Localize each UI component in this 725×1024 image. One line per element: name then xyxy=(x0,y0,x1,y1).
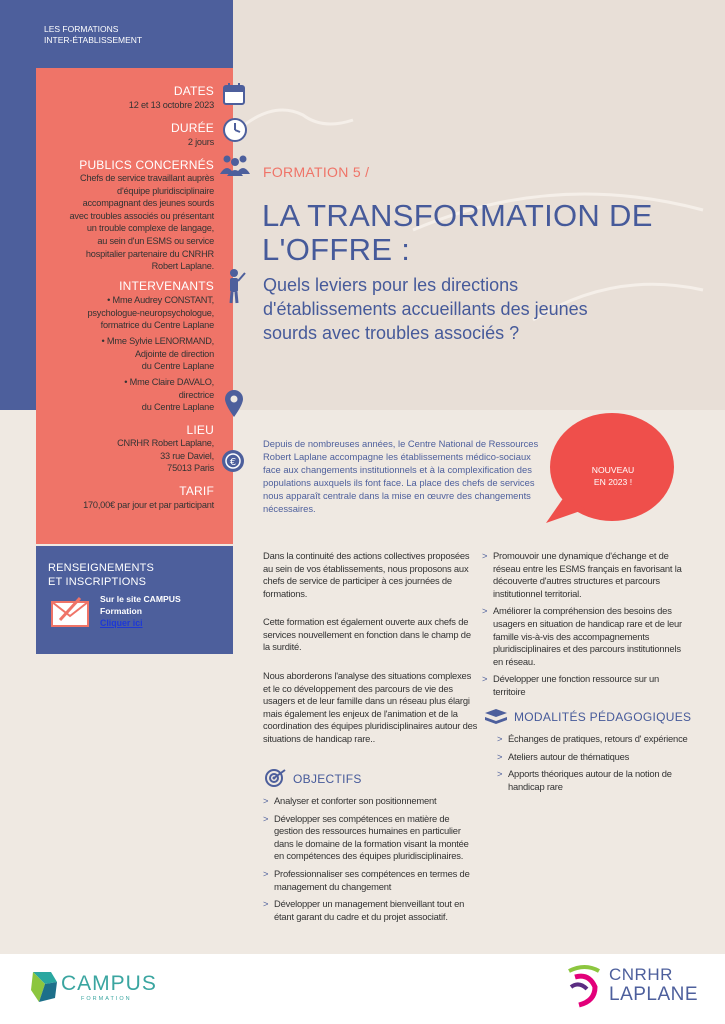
list-item: > Améliorer la compréhension des besoins des usagers en situation de handicap rare et de leur famille vis-à-vis des accompagnements pluridisciplinaires et des parcours institutionnels en réseau. xyxy=(482,605,682,667)
formation-number: FORMATION 5 / xyxy=(263,164,370,180)
list-item: > Développer une fonction ressource sur un territoire xyxy=(482,673,660,697)
paragraph-3: Nous aborderons l'analyse des situations complexes et le co développement des parcours de vie des usagers et de leur famille dans un réseau plus élargi mais également les enjeux de l'animation et de la coordination des équipes pluridisciplinaires autour des situations de handicap rare.. xyxy=(263,670,478,744)
presenter-icon xyxy=(222,268,246,309)
list-item: > Développer un management bienveillant tout en étant garant du cadre et du projet associatif. xyxy=(263,898,465,922)
left-band xyxy=(0,68,36,410)
list-item: > Analyser et conforter son positionnement xyxy=(263,795,437,806)
people-group-icon xyxy=(218,154,252,181)
renseignements-title: RENSEIGNEMENTS ET INSCRIPTIONS xyxy=(48,562,155,588)
intervenant-1: • Mme Audrey CONSTANT, psychologue-neuropsychologue, formatrice du Centre Laplane xyxy=(87,295,214,331)
list-item: > Professionnaliser ses compétences en termes de management du changement xyxy=(263,867,470,892)
publics-text: Chefs de service travaillant auprès d'équipe pluridisciplinaire accompagnant des jeunes sourds avec troubles associés ou présentant un trouble complexe de langage, au sein d'un ESMS ou service hospitalier partenaire du CNRHR Robert Laplane. xyxy=(69,173,214,272)
header-line2: INTER-ÉTABLISSEMENT xyxy=(44,35,143,45)
dates-value: 12 et 13 octobre 2023 xyxy=(128,100,214,110)
tarif-title: TARIF xyxy=(179,484,214,498)
list-item: > Ateliers autour de thématiques xyxy=(497,750,630,762)
calendar-icon xyxy=(222,82,246,111)
intervenants-title: INTERVENANTS xyxy=(119,279,214,293)
lieu-title: LIEU xyxy=(186,423,214,437)
cnrhr-laplane-logo: CNRHR LAPLANE xyxy=(565,963,715,1008)
duree-title: DURÉE xyxy=(170,121,214,135)
list-item: > Développer ses compétences en matière de gestion des ressources humaines en particulier dans le domaine de la formation visant la montée en compétences des équipes pluridisciplinaires. xyxy=(263,812,469,862)
list-item: > Promouvoir une dynamique d'échange et de réseau entre les ESMS français en favorisant la découverte d'autres structures et parcours institutionnel territorial. xyxy=(482,550,682,599)
duree-value: 2 jours xyxy=(187,137,214,147)
header-label xyxy=(44,24,142,46)
campus-logo: CAMPUS FORMATION xyxy=(27,966,139,1008)
intro-paragraph: Depuis de nombreuses années, le Centre National de Ressources Robert Laplane accompagne les établissements médico-sociaux face aux changements institutionnels et à la complexification des populations auxquels ils font face. La place des chefs de services nous apparaît centrale dans la mise en œuvre des changements nécessaires. xyxy=(263,438,539,514)
list-item: > Apports théoriques autour de la notion de handicap rare xyxy=(497,768,672,792)
dates-title: DATES xyxy=(173,84,214,98)
formation-subtitle: Quels leviers pour les directions d'établissements accueillants des jeunes sourds avec troubles associés ? xyxy=(263,275,588,343)
list-item: > Échanges de pratiques, retours d' expérience xyxy=(497,733,688,744)
publics-title: PUBLICS CONCERNÉS xyxy=(79,158,214,172)
campus-site-text: Sur le site CAMPUS Formation xyxy=(100,594,181,616)
location-pin-icon xyxy=(224,390,244,423)
modalites-list xyxy=(497,733,697,798)
modalites-title: MODALITÉS PÉDAGOGIQUES xyxy=(514,710,692,724)
formation-title: LA TRANSFORMATION DE L'OFFRE : xyxy=(262,198,653,267)
books-icon xyxy=(483,707,509,732)
objectifs-title: OBJECTIFS xyxy=(293,772,362,786)
paragraph-2: Cette formation est également ouverte aux chefs de services nouvellement en fonction dans le champ de la surdité. xyxy=(263,616,471,653)
svg-text:€: € xyxy=(229,457,237,468)
objectifs-list xyxy=(263,795,478,928)
lieu-address: CNRHR Robert Laplane, 33 rue Daviel, 75013 Paris xyxy=(117,438,214,474)
objectifs-list-continued xyxy=(482,550,692,704)
intervenant-3: • Mme Claire DAVALO, directrice du Centre Laplane xyxy=(124,377,214,413)
header-line1: LES FORMATIONS xyxy=(44,24,119,34)
tarif-value: 170,00€ par jour et par participant xyxy=(83,500,214,510)
intervenant-2: • Mme Sylvie LENORMAND, Adjointe de direction du Centre Laplane xyxy=(101,336,214,372)
mail-icon xyxy=(50,592,92,635)
nouveau-badge-text: NOUVEAU EN 2023 ! xyxy=(591,465,635,487)
euro-icon xyxy=(222,450,244,472)
clock-icon xyxy=(222,117,248,148)
target-icon xyxy=(265,768,287,793)
inscription-link[interactable]: Cliquer ici xyxy=(100,618,143,628)
paragraph-1: Dans la continuité des actions collectives proposées au sein de vos établissements, nous proposons aux chefs de service de participer à ces journées de formations. xyxy=(263,550,470,599)
